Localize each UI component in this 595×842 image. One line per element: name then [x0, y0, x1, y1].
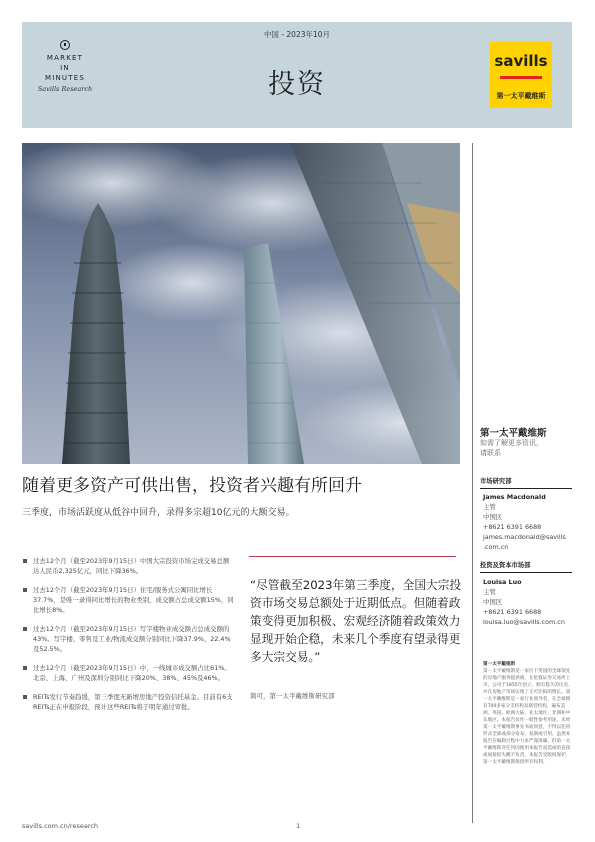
footer-url[interactable]: savills.com.cn/research — [22, 822, 99, 830]
section-rule — [480, 572, 572, 573]
section-investment-heading: 投资及资本市场部 — [480, 562, 531, 569]
contact-name: James Macdonald — [483, 493, 546, 501]
list-item: 过去12个月（截至2023年9月15日）中国大宗投资市场完成交易总额达人民币2,325亿元，同比下降36%。 — [22, 556, 234, 576]
contact-title: 主管 — [483, 503, 496, 511]
logo-chinese-name: 第一太平戴维斯 — [496, 92, 546, 100]
list-item: REITs发行节奏趋缓，第三季度无新增房地产投资信托基金。目前有6支REITs正在申报阶段，预计这些REITs将于明年通过审批。 — [22, 692, 234, 712]
section-rule — [480, 488, 572, 489]
contact-email-continued[interactable]: .com.cn — [483, 543, 509, 551]
contact-name: Louisa Luo — [483, 578, 522, 586]
contact-phone[interactable]: +8621 6391 6688 — [483, 608, 542, 616]
series-line-1: MARKET — [46, 54, 84, 62]
clock-icon — [60, 40, 70, 50]
key-points-list — [22, 556, 234, 721]
logo-red-bar — [500, 76, 542, 79]
contact-email[interactable]: louisa.luo@savills.com.cn — [483, 618, 565, 626]
series-subtitle: Savills Research — [37, 85, 93, 93]
list-item: 过去12个月（截至2023年9月15日）写字楼物业成交额占总成交额的43%。写字楼、零售及工业/物流成交额分别同比下降37.9%、22.4%及52.5%。 — [22, 624, 234, 654]
contact-region: 中国区 — [483, 513, 503, 521]
series-line-2: IN — [60, 64, 70, 72]
contact-email[interactable]: james.macdonald@savills — [483, 533, 566, 541]
contact-title: 主管 — [483, 588, 496, 596]
savills-logo — [490, 42, 552, 108]
quote-source: 简可，第一太平戴维斯研究部 — [250, 692, 335, 700]
contact-prompt-line-1: 如需了解更多资讯， — [480, 439, 543, 447]
article-headline: 随着更多资产可供出售，投资者兴趣有所回升 — [22, 476, 362, 496]
about-body: 第一太平戴维斯是一家位于英国的全球领先的房地产服务提供商，在伦敦证券交易所上市。公司于1855年创立，拥有悠久的历史，并在房地产市场实现了无可比拟的增长。第一太平戴维斯是一家行业领导者，在全球拥有700多家分支机构及联营机构，遍布美洲、英国、欧洲大陆、亚太地区、非洲和中东地区。本报告仅作一般性参考用途，未经第一太平戴维斯事先书面同意，不得以任何形式全部或部分发布、复制或引用。虽然本报告在编制过程中力求严谨准确，但第一太平戴维斯对任何因使用本报告而造成的直接或间接损失概不负责。本报告受版权保护，第一太平戴维斯保留所有权利。 — [483, 669, 573, 765]
report-date: 中国 - 2023年10月 — [263, 30, 331, 39]
about-title: 第一太平戴维斯 — [483, 662, 516, 667]
contact-phone[interactable]: +8621 6391 6688 — [483, 523, 542, 531]
contact-card-luo — [483, 577, 579, 627]
sidebar-contact-prompt — [480, 438, 576, 458]
skyscraper-photo — [22, 143, 460, 464]
series-line-3: MINUTES — [44, 74, 85, 82]
contact-region: 中国区 — [483, 598, 503, 606]
pull-quote: “尽管截至2023年第三季度，全国大宗投资市场交易总额处于近期低点。但随着政策变得更加积极、宏观经济随着政策效力显现开始企稳，未来几个季度有望录得更多大宗交易。” — [250, 578, 462, 664]
section-research-heading: 市场研究部 — [480, 478, 512, 485]
about-savills — [483, 661, 573, 766]
list-item: 过去12个月（截至2023年9月15日）中，一线城市成交额占比61%。北京、上海、广州及深圳分别同比下降20%、38%、45%及46%。 — [22, 663, 234, 683]
sidebar-brand: 第一太平戴维斯 — [480, 428, 547, 439]
contact-card-macdonald — [483, 492, 579, 552]
page-number: 1 — [296, 822, 301, 830]
list-item: 过去12个月（截至2023年9月15日）住宅/服务式公寓同比增长37.7%，是唯一录得同比增长的物业类别，成交额占总成交额15%，同比增长8%。 — [22, 585, 234, 615]
contact-prompt-line-2: 请联系 — [480, 449, 501, 457]
header-band — [22, 22, 572, 128]
page-title: 投资 — [268, 69, 326, 100]
article-subhead: 三季度，市场活跃度从低谷中回升，录得多宗超10亿元的大额交易。 — [22, 508, 295, 518]
column-divider — [472, 143, 473, 823]
logo-wordmark: savills — [494, 52, 548, 70]
quote-divider — [249, 556, 456, 557]
